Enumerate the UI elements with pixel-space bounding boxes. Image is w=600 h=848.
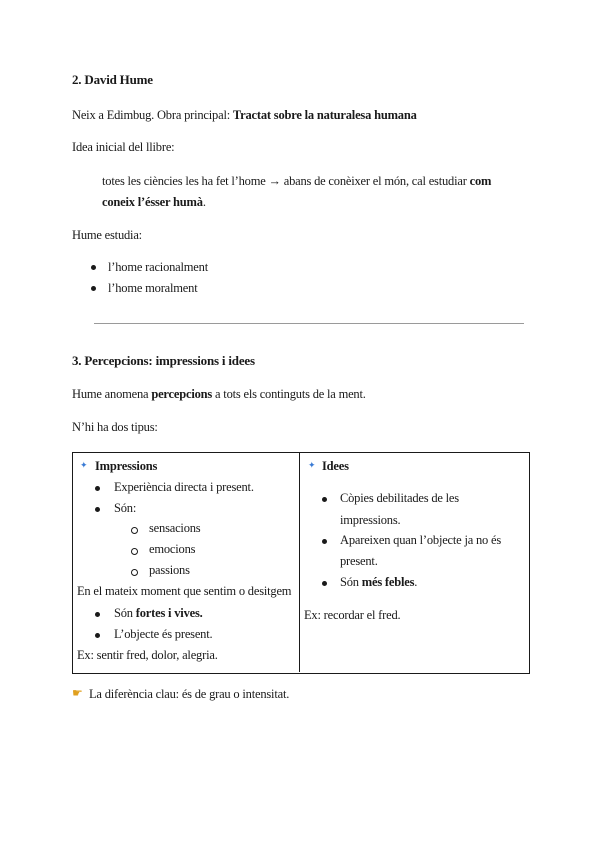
quote-line-2 — [102, 195, 206, 210]
impressions-item-2: Són: — [114, 501, 137, 515]
quote-end: . — [202, 195, 206, 209]
ideas-item-3-bold: més febles — [361, 575, 415, 589]
item-3-prefix: Són — [114, 606, 136, 620]
sparkle-icon: ✦ — [80, 461, 88, 471]
horizontal-divider — [94, 323, 524, 324]
studies-item-1: l’home racionalment — [108, 260, 208, 274]
main-work-title: Tractat sobre la naturalesa humana — [232, 108, 417, 122]
ideas-item-2-line-2: present. — [340, 554, 378, 568]
bullet-icon — [322, 539, 327, 544]
ideas-item-1-line-2: impressions. — [340, 513, 401, 527]
bullet-icon — [91, 286, 96, 291]
bullet-icon — [322, 497, 327, 502]
impressions-item-3 — [114, 606, 203, 621]
birth-and-work-line — [72, 108, 417, 123]
bullet-icon — [95, 486, 100, 491]
item-3-bold: fortes i vives. — [135, 606, 203, 620]
ideas-item-3 — [340, 575, 417, 590]
circle-bullet-icon — [131, 548, 138, 555]
circle-bullet-icon — [131, 527, 138, 534]
quote-bold-2: coneix l’ésser humà — [102, 195, 203, 209]
section-heading-perceptions: 3. Percepcions: impressions i idees — [72, 353, 255, 368]
circle-bullet-icon — [131, 569, 138, 576]
bullet-icon — [95, 507, 100, 512]
bullet-icon — [95, 633, 100, 638]
impressions-moment: En el mateix moment que sentim o desitgem — [77, 584, 292, 598]
intro-suffix: a tots els continguts de la ment. — [212, 387, 366, 401]
studies-label: Hume estudia: — [72, 228, 142, 242]
impressions-sub-2: emocions — [149, 542, 196, 556]
impressions-sub-1: sensacions — [149, 521, 201, 535]
types-label: N’hi ha dos tipus: — [72, 420, 158, 434]
impressions-title: Impressions — [95, 459, 158, 473]
pointing-hand-icon: ☛ — [72, 686, 83, 700]
idea-label: Idea inicial del llibre: — [72, 140, 175, 154]
impressions-sub-3: passions — [149, 563, 190, 577]
ideas-item-3-prefix: Són — [340, 575, 362, 589]
ideas-item-2-line-1: Apareixen quan l’objecte ja no és — [340, 533, 502, 547]
ideas-example: Ex: recordar el fred. — [304, 608, 401, 622]
birth-text: Neix a Edimbug. Obra principal: — [72, 108, 233, 122]
key-difference-text: La diferència clau: és de grau o intensitat. — [89, 687, 290, 701]
studies-item-2: l’home moralment — [108, 281, 198, 295]
intro-bold: percepcions — [151, 387, 213, 401]
ideas-title: Idees — [322, 459, 349, 473]
ideas-item-3-end: . — [414, 575, 418, 589]
quote-bold-1: com — [469, 174, 492, 188]
impressions-item-1: Experiència directa i present. — [114, 480, 254, 494]
sparkle-icon: ✦ — [308, 461, 316, 471]
bullet-icon — [322, 581, 327, 586]
quote-text: totes les ciències les ha fet l’home → abans de conèixer el món, cal estudiar — [102, 174, 470, 188]
perceptions-intro — [72, 387, 366, 402]
impressions-item-4: L’objecte és present. — [114, 627, 213, 641]
impressions-example: Ex: sentir fred, dolor, alegria. — [77, 648, 218, 662]
intro-prefix: Hume anomena — [72, 387, 152, 401]
bullet-icon — [91, 265, 96, 270]
ideas-item-1-line-1: Còpies debilitades de les — [340, 491, 459, 505]
section-heading-hume: 2. David Hume — [72, 72, 153, 87]
quote-line-1 — [102, 174, 491, 189]
bullet-icon — [95, 612, 100, 617]
table-column-divider — [299, 452, 300, 672]
